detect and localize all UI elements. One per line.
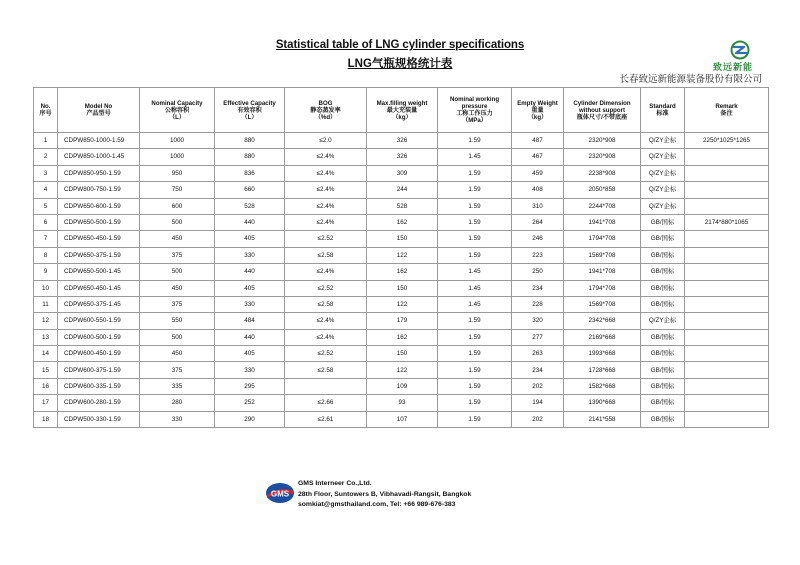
table-cell: 450 bbox=[140, 346, 215, 362]
table-cell: 280 bbox=[140, 395, 215, 411]
table-cell: 600 bbox=[140, 198, 215, 214]
table-cell: GB/国标 bbox=[641, 280, 685, 296]
table-cell: 2238*908 bbox=[564, 165, 641, 181]
column-header-en: Remark bbox=[715, 103, 738, 110]
table-cell bbox=[685, 329, 769, 345]
table-cell: Q/ZY企标 bbox=[641, 198, 685, 214]
table-cell: CDPW650-500-1.45 bbox=[58, 264, 140, 280]
table-cell: 17 bbox=[34, 395, 58, 411]
column-header-en: Nominal working pressure bbox=[449, 96, 500, 110]
table-cell bbox=[685, 182, 769, 198]
title-english: Statistical table of LNG cylinder specifications bbox=[275, 39, 525, 51]
table-cell: 2050*858 bbox=[564, 182, 641, 198]
table-cell: 1.45 bbox=[438, 280, 512, 296]
title-chinese: LNG气瓶规格统计表 bbox=[347, 58, 453, 70]
table-cell: 15 bbox=[34, 362, 58, 378]
table-row bbox=[34, 198, 769, 214]
column-header bbox=[34, 88, 58, 133]
table-cell: ≤2.52 bbox=[285, 231, 367, 247]
table-cell: 14 bbox=[34, 346, 58, 362]
table-cell: 109 bbox=[367, 378, 438, 394]
table-cell: 107 bbox=[367, 411, 438, 427]
table-cell: 13 bbox=[34, 329, 58, 345]
table-cell: 7 bbox=[34, 231, 58, 247]
table-row bbox=[34, 280, 769, 296]
table-cell: 11 bbox=[34, 296, 58, 312]
table-cell: GB/国标 bbox=[641, 329, 685, 345]
table-cell: 250 bbox=[512, 264, 564, 280]
table-row bbox=[34, 264, 769, 280]
table-cell: 122 bbox=[367, 247, 438, 263]
table-cell: GB/国标 bbox=[641, 378, 685, 394]
column-header-unit: （MPa） bbox=[462, 117, 487, 124]
table-cell: 330 bbox=[140, 411, 215, 427]
table-cell: 330 bbox=[215, 362, 285, 378]
table-row bbox=[34, 411, 769, 427]
table-cell: 405 bbox=[215, 346, 285, 362]
table-cell: 1.59 bbox=[438, 133, 512, 149]
column-header-en: BOG bbox=[318, 99, 333, 107]
gms-logo-icon bbox=[265, 482, 295, 504]
table-cell: 150 bbox=[367, 231, 438, 247]
table-cell: 290 bbox=[215, 411, 285, 427]
table-cell: 1.59 bbox=[438, 231, 512, 247]
table-cell: 459 bbox=[512, 165, 564, 181]
column-header-unit: （L） bbox=[169, 113, 185, 121]
table-cell: 1.59 bbox=[438, 362, 512, 378]
table-cell: 487 bbox=[512, 133, 564, 149]
column-header-unit: （%d） bbox=[314, 113, 337, 121]
table-cell: 6 bbox=[34, 214, 58, 230]
table-row bbox=[34, 231, 769, 247]
table-cell: 375 bbox=[140, 247, 215, 263]
column-header-en: No. bbox=[40, 103, 51, 110]
table-cell: CDPW650-600-1.59 bbox=[58, 198, 140, 214]
column-header bbox=[438, 88, 512, 133]
table-cell: 2174*880*1065 bbox=[685, 214, 769, 230]
column-header bbox=[564, 88, 641, 133]
table-cell: 326 bbox=[367, 133, 438, 149]
table-cell: 2244*708 bbox=[564, 198, 641, 214]
table-cell bbox=[685, 296, 769, 312]
column-header-en: Cylinder Dimension without support bbox=[573, 99, 631, 114]
table-cell: 18 bbox=[34, 411, 58, 427]
table-cell: ≤2.4% bbox=[285, 198, 367, 214]
table-cell: GB/国标 bbox=[641, 346, 685, 362]
table-cell: 1.45 bbox=[438, 149, 512, 165]
table-cell: 1.45 bbox=[438, 264, 512, 280]
table-cell: 234 bbox=[512, 362, 564, 378]
table-cell: 1941*708 bbox=[564, 214, 641, 230]
table-row bbox=[34, 182, 769, 198]
column-header bbox=[215, 88, 285, 133]
column-header bbox=[685, 88, 769, 133]
table-cell: CDPW850-950-1.59 bbox=[58, 165, 140, 181]
company-logo-text: 致远新能 bbox=[713, 62, 754, 72]
column-header-cn: 序号 bbox=[39, 110, 52, 117]
table-cell: CDPW650-450-1.45 bbox=[58, 280, 140, 296]
table-cell: 277 bbox=[512, 329, 564, 345]
table-cell: 309 bbox=[367, 165, 438, 181]
column-header-unit: （kg） bbox=[527, 113, 548, 121]
column-header-en: Max.filling weight bbox=[376, 99, 428, 107]
table-cell: 1.59 bbox=[438, 247, 512, 263]
column-header bbox=[367, 88, 438, 133]
table-cell: 10 bbox=[34, 280, 58, 296]
table-cell: 4 bbox=[34, 182, 58, 198]
table-cell: 1794*708 bbox=[564, 231, 641, 247]
column-header-cn: 备注 bbox=[720, 110, 733, 117]
table-cell bbox=[285, 378, 367, 394]
table-cell: CDPW600-335-1.59 bbox=[58, 378, 140, 394]
table-row bbox=[34, 214, 769, 230]
column-header-cn: 有效容积 bbox=[237, 106, 262, 114]
table-cell: ≤2.4% bbox=[285, 214, 367, 230]
table-cell: 150 bbox=[367, 280, 438, 296]
table-cell: 252 bbox=[215, 395, 285, 411]
table-cell: ≤2.61 bbox=[285, 411, 367, 427]
table-cell: Q/ZY企标 bbox=[641, 182, 685, 198]
table-cell: Q/ZY企标 bbox=[641, 165, 685, 181]
table-cell: 375 bbox=[140, 296, 215, 312]
table-cell: 1.59 bbox=[438, 165, 512, 181]
table-cell: ≤2.4% bbox=[285, 149, 367, 165]
table-row bbox=[34, 362, 769, 378]
table-cell: Q/ZY企标 bbox=[641, 133, 685, 149]
table-cell: Q/ZY企标 bbox=[641, 149, 685, 165]
table-row bbox=[34, 378, 769, 394]
table-cell bbox=[685, 231, 769, 247]
table-cell: CDPW600-375-1.59 bbox=[58, 362, 140, 378]
column-header bbox=[641, 88, 685, 133]
table-cell: 179 bbox=[367, 313, 438, 329]
table-cell: 500 bbox=[140, 264, 215, 280]
table-cell: 1569*708 bbox=[564, 247, 641, 263]
column-header bbox=[58, 88, 140, 133]
table-cell: 234 bbox=[512, 280, 564, 296]
table-cell: ≤2.4% bbox=[285, 329, 367, 345]
table-cell: 228 bbox=[512, 296, 564, 312]
table-row bbox=[34, 346, 769, 362]
table-cell: 1.59 bbox=[438, 346, 512, 362]
table-cell: Q/ZY企标 bbox=[641, 313, 685, 329]
footer-contact bbox=[265, 479, 565, 513]
table-cell: GB/国标 bbox=[641, 264, 685, 280]
table-cell: 375 bbox=[140, 362, 215, 378]
table-cell: CDPW850-1000-1.59 bbox=[58, 133, 140, 149]
table-cell: ≤2.58 bbox=[285, 296, 367, 312]
table-cell: 550 bbox=[140, 313, 215, 329]
table-cell: 320 bbox=[512, 313, 564, 329]
table-cell: CDPW600-500-1.59 bbox=[58, 329, 140, 345]
table-cell: ≤2.4% bbox=[285, 313, 367, 329]
table-cell: ≤2.4% bbox=[285, 264, 367, 280]
table-cell: 150 bbox=[367, 346, 438, 362]
table-cell: 1.59 bbox=[438, 411, 512, 427]
column-header-cn: 产品型号 bbox=[86, 110, 111, 117]
table-cell: GB/国标 bbox=[641, 247, 685, 263]
table-cell: CDPW500-330-1.59 bbox=[58, 411, 140, 427]
table-row bbox=[34, 165, 769, 181]
column-header bbox=[285, 88, 367, 133]
table-cell bbox=[685, 165, 769, 181]
column-header-en: Standard bbox=[649, 103, 676, 110]
table-cell: 1569*708 bbox=[564, 296, 641, 312]
table-cell: 528 bbox=[215, 198, 285, 214]
company-name: 长春致远新能源装备股份有限公司 bbox=[619, 74, 762, 85]
table-cell: 1390*668 bbox=[564, 395, 641, 411]
table-cell: 3 bbox=[34, 165, 58, 181]
table-cell: 1.59 bbox=[438, 395, 512, 411]
table-cell: 310 bbox=[512, 198, 564, 214]
table-cell: ≤2.52 bbox=[285, 346, 367, 362]
table-cell: 330 bbox=[215, 247, 285, 263]
table-cell: ≤2.4% bbox=[285, 165, 367, 181]
column-header bbox=[140, 88, 215, 133]
table-cell: 500 bbox=[140, 214, 215, 230]
table-cell: CDPW650-450-1.59 bbox=[58, 231, 140, 247]
table-cell: 1.59 bbox=[438, 198, 512, 214]
footer-company-name: GMS Interneer Co.,Ltd. bbox=[298, 480, 372, 487]
table-cell: 330 bbox=[215, 296, 285, 312]
table-cell: 1582*668 bbox=[564, 378, 641, 394]
table-cell: 223 bbox=[512, 247, 564, 263]
table-cell: 440 bbox=[215, 329, 285, 345]
table-cell: CDPW650-500-1.59 bbox=[58, 214, 140, 230]
table-cell: 408 bbox=[512, 182, 564, 198]
table-cell: 8 bbox=[34, 247, 58, 263]
column-header-cn: 工称工作压力 bbox=[456, 110, 493, 117]
table-cell: 1993*668 bbox=[564, 346, 641, 362]
table-cell: CDPW600-280-1.59 bbox=[58, 395, 140, 411]
table-cell bbox=[685, 362, 769, 378]
table-cell bbox=[685, 149, 769, 165]
table-cell: 750 bbox=[140, 182, 215, 198]
table-cell: 335 bbox=[140, 378, 215, 394]
table-cell: 467 bbox=[512, 149, 564, 165]
table-row bbox=[34, 247, 769, 263]
table-cell: GB/国标 bbox=[641, 395, 685, 411]
table-cell: 405 bbox=[215, 280, 285, 296]
table-cell: ≤2.66 bbox=[285, 395, 367, 411]
table-cell bbox=[685, 411, 769, 427]
table-cell: 162 bbox=[367, 329, 438, 345]
table-cell: CDPW800-750-1.59 bbox=[58, 182, 140, 198]
table-cell bbox=[685, 313, 769, 329]
table-cell: 2320*908 bbox=[564, 149, 641, 165]
table-cell: 2141*558 bbox=[564, 411, 641, 427]
column-header-en: Effective Capacity bbox=[223, 99, 276, 107]
company-logo-icon bbox=[729, 40, 751, 60]
table-cell: 202 bbox=[512, 378, 564, 394]
table-cell: 1.59 bbox=[438, 329, 512, 345]
table-cell bbox=[685, 395, 769, 411]
table-cell: 244 bbox=[367, 182, 438, 198]
gms-logo-text: GMS bbox=[270, 489, 290, 499]
table-cell: 2320*908 bbox=[564, 133, 641, 149]
table-cell: CDPW650-375-1.59 bbox=[58, 247, 140, 263]
column-header-cn: 标准 bbox=[656, 110, 669, 117]
table-row bbox=[34, 395, 769, 411]
table-cell: CDPW600-550-1.59 bbox=[58, 313, 140, 329]
table-cell: ≤2.0 bbox=[285, 133, 367, 149]
table-cell: 1728*668 bbox=[564, 362, 641, 378]
table-cell: 1000 bbox=[140, 133, 215, 149]
table-cell bbox=[685, 346, 769, 362]
table-cell: 162 bbox=[367, 214, 438, 230]
table-cell: 16 bbox=[34, 378, 58, 394]
table-cell: 836 bbox=[215, 165, 285, 181]
table-cell: 880 bbox=[215, 149, 285, 165]
table-cell: 93 bbox=[367, 395, 438, 411]
table-cell bbox=[685, 378, 769, 394]
table-cell: GB/国标 bbox=[641, 362, 685, 378]
column-header-cn: 静态蒸发率 bbox=[310, 106, 341, 114]
table-cell bbox=[685, 247, 769, 263]
table-cell: 1.59 bbox=[438, 214, 512, 230]
table-cell: GB/国标 bbox=[641, 296, 685, 312]
table-cell: 440 bbox=[215, 264, 285, 280]
table-row bbox=[34, 296, 769, 312]
footer-address: 28th Floor, Suntowers B, Vibhavadi-Rangsit, Bangkok bbox=[298, 490, 472, 498]
table-row bbox=[34, 149, 769, 165]
table-cell: 1941*708 bbox=[564, 264, 641, 280]
column-header bbox=[512, 88, 564, 133]
table-cell: 500 bbox=[140, 329, 215, 345]
table-row bbox=[34, 329, 769, 345]
table-cell: 528 bbox=[367, 198, 438, 214]
table-cell: 5 bbox=[34, 198, 58, 214]
table-cell: ≤2.58 bbox=[285, 247, 367, 263]
table-cell: 1.59 bbox=[438, 313, 512, 329]
table-cell: 1 bbox=[34, 133, 58, 149]
table-cell: 1000 bbox=[140, 149, 215, 165]
table-body bbox=[34, 133, 769, 428]
column-header-cn: 重量 bbox=[531, 106, 544, 114]
table-cell: GB/国标 bbox=[641, 411, 685, 427]
table-cell: 1.59 bbox=[438, 378, 512, 394]
table-cell: CDPW850-1000-1.45 bbox=[58, 149, 140, 165]
table-cell: 263 bbox=[512, 346, 564, 362]
table-cell: 326 bbox=[367, 149, 438, 165]
table-cell: GB/国标 bbox=[641, 214, 685, 230]
column-header-en: Empty Weight bbox=[517, 99, 558, 107]
specifications-table bbox=[33, 87, 769, 428]
table-cell: 405 bbox=[215, 231, 285, 247]
table-cell: 880 bbox=[215, 133, 285, 149]
table-cell: 264 bbox=[512, 214, 564, 230]
table-cell: 440 bbox=[215, 214, 285, 230]
column-header-en: Nominal Capacity bbox=[151, 99, 203, 107]
table-cell: 2169*668 bbox=[564, 329, 641, 345]
table-cell: CDPW650-375-1.45 bbox=[58, 296, 140, 312]
table-cell: 660 bbox=[215, 182, 285, 198]
table-cell: 122 bbox=[367, 296, 438, 312]
column-header-cn: 最大充装量 bbox=[386, 106, 418, 114]
table-cell: 9 bbox=[34, 264, 58, 280]
column-header-cn: 瓶体尺寸/不带底座 bbox=[576, 113, 628, 121]
column-header-en: Model No bbox=[84, 103, 113, 110]
table-row bbox=[34, 133, 769, 149]
table-cell: GB/国标 bbox=[641, 231, 685, 247]
table-cell: 246 bbox=[512, 231, 564, 247]
footer-contact-info: somkiat@gmsthailand.com, Tel: +66 989-676-383 bbox=[298, 501, 456, 508]
table-cell: ≤2.52 bbox=[285, 280, 367, 296]
table-cell: 1794*708 bbox=[564, 280, 641, 296]
table-cell: 12 bbox=[34, 313, 58, 329]
table-cell: 202 bbox=[512, 411, 564, 427]
table-cell: 950 bbox=[140, 165, 215, 181]
table-cell: 450 bbox=[140, 231, 215, 247]
table-cell: 484 bbox=[215, 313, 285, 329]
table-cell bbox=[685, 280, 769, 296]
table-cell: 1.59 bbox=[438, 182, 512, 198]
table-cell: 2342*668 bbox=[564, 313, 641, 329]
table-cell: ≤2.58 bbox=[285, 362, 367, 378]
table-row bbox=[34, 313, 769, 329]
table-cell: CDPW600-450-1.59 bbox=[58, 346, 140, 362]
table-cell bbox=[685, 264, 769, 280]
table-header-row bbox=[34, 88, 769, 133]
table-cell: 2250*1025*1265 bbox=[685, 133, 769, 149]
table-cell: 162 bbox=[367, 264, 438, 280]
column-header-unit: （kg） bbox=[392, 113, 412, 121]
table-cell: 194 bbox=[512, 395, 564, 411]
column-header-cn: 公称容积 bbox=[164, 106, 190, 114]
column-header-unit: （L） bbox=[241, 113, 258, 121]
table-cell: 450 bbox=[140, 280, 215, 296]
table-cell: 1.45 bbox=[438, 296, 512, 312]
table-cell: 2 bbox=[34, 149, 58, 165]
table-cell: 295 bbox=[215, 378, 285, 394]
table-cell: 122 bbox=[367, 362, 438, 378]
table-cell: ≤2.4% bbox=[285, 182, 367, 198]
table-cell bbox=[685, 198, 769, 214]
